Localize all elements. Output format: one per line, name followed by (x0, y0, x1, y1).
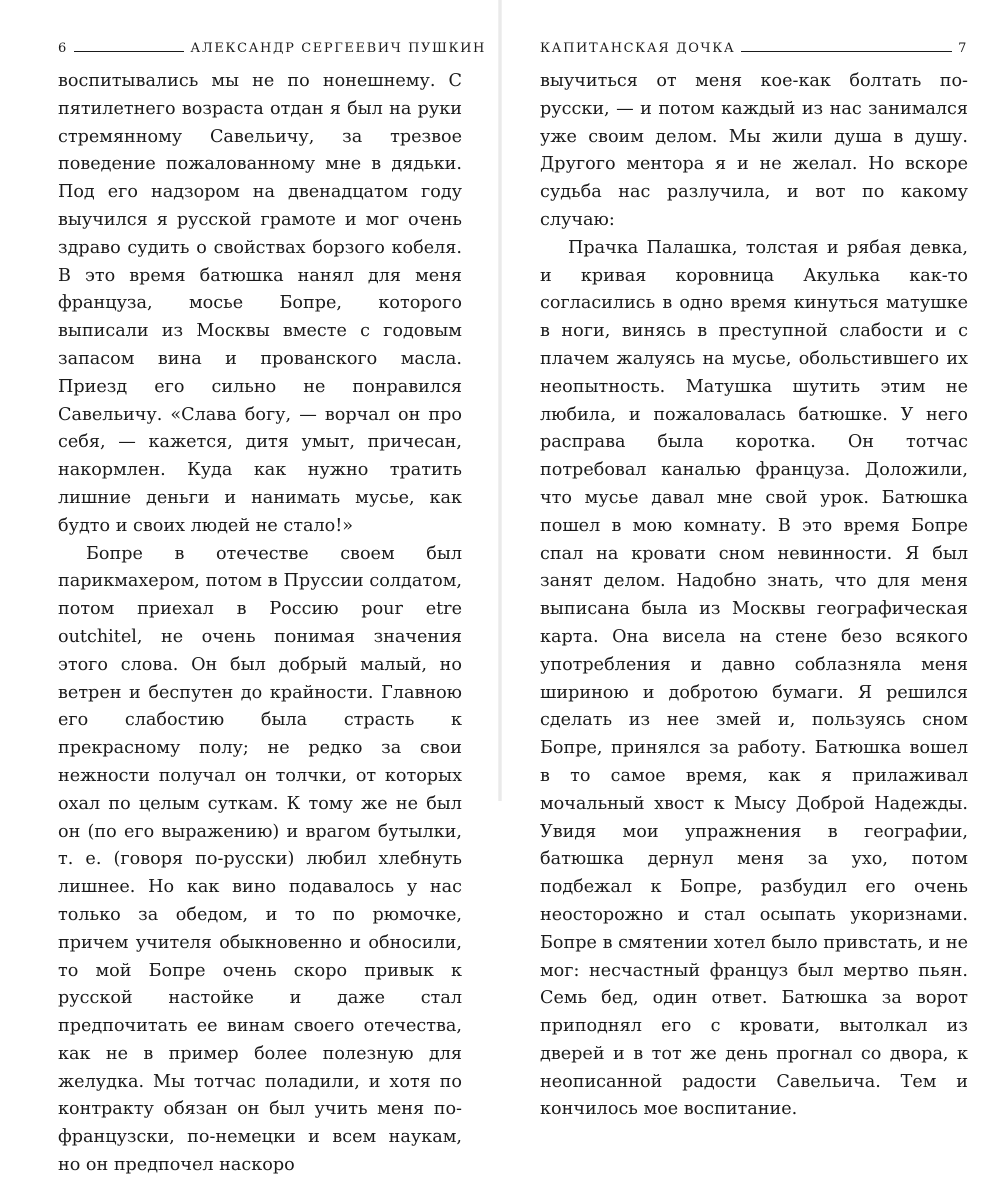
right-page (500, 0, 1000, 1120)
paragraph: воспитывались мы не по нонешнему. С пятилетнего возраста отдан я был на руки стремянному Савельичу, за трезвое поведение пожалованному мне в дядьки. Под его надзором на двенадцатом году выучился я русской грамоте и мог очень здраво судить о свойствах борзого кобеля. В это время батюшка нанял для меня француза, мосье Бопре, которого выписали из Москвы вместе с годовым запасом вина и прованского масла. Приезд его сильно не понравился Савельичу. «Слава богу, — ворчал он про себя, — кажется, дитя умыт, причесан, накормлен. Куда как нужно тратить лишние деньги и нанимать мусье, как будто и своих людей не стало!» (58, 71, 462, 536)
left-page (0, 0, 500, 1176)
paragraph: Прачка Палашка, толстая и рябая девка, и кривая коровница Акулька как-то согласились в одно время кинуться матушке в ноги, винясь в преступной слабости и с плачем жалуясь на мусье, обольстившего их неопытность. Матушка шутить этим не любила, и пожаловалась батюшке. У него расправа была коротка. Он тотчас потребовал каналью француза. Доложили, что мусье давал мне свой урок. Батюшка пошел в мою комнату. В это время Бопре спал на кровати сном невинности. Я был занят делом. Надобно знать, что для меня выписана была из Москвы географическая карта. Она висела на стене безо всякого употребления и давно соблазняла меня шириною и добротою бумаги. Я решился сделать из нее змей и, пользуясь сном Бопре, принялся за работу. Батюшка вошел в то самое время, как я прилаживал мочальный хвост к Мысу Доброй Надежды. Увидя мои упражнения в географии, батюшка дернул меня за ухо, потом подбежал к Бопре, разбудил его очень неосторожно и стал осыпать укоризнами. Бопре в смятении хотел было привстать, и не мог: несчастный француз был мертво пьян. Семь бед, один ответ. Батюшка за ворот приподнял его с кровати, вытолкал из дверей и в тот же день прогнал со двора, к неописанной радости Савельича. Тем и кончилось мое воспитание. (540, 237, 968, 1120)
right-page-number: 7 (958, 41, 968, 56)
book-title: КАПИТАНСКАЯ ДОЧКА (540, 41, 736, 56)
left-running-head (58, 0, 486, 60)
header-rule (741, 51, 952, 52)
right-page-text (540, 68, 968, 1124)
left-page-text (58, 68, 486, 1180)
header-rule (74, 51, 185, 52)
right-running-head (540, 0, 968, 60)
paragraph: Бопре в отечестве своем был парикмахером, потом в Пруссии солдатом, потом приехал в Россию pour etre outchitel, не очень понимая значения этого слова. Он был добрый малый, но ветрен и беспутен до крайности. Главною его слабостию была страсть к прекрасному полу; не редко за свои нежности получал он толчки, от которых охал по целым суткам. К тому же не был он (по его выражению) и врагом бутылки, т. е. (говоря по-русски) любил хлебнуть лишнее. Но как вино подавалось у нас только за обедом, и то по рюмочке, причем учителя обыкновенно и обносили, то мой Бопре очень скоро привык к русской настойке и даже стал предпочитать ее винам своего отечества, как не в пример более полезную для желудка. Мы тотчас поладили, и хотя по контракту обязан он был учить меня по-французски, по-немецки и всем наукам, но он предпочел наскоро (58, 543, 462, 1176)
author-name: АЛЕКСАНДР СЕРГЕЕВИЧ ПУШКИН (190, 41, 486, 56)
paragraph: выучиться от меня кое-как болтать по-русски, — и потом каждый из нас занимался уже своим делом. Мы жили душа в душу. Другого ментора я и не желал. Но вскоре судьба нас разлучила, и вот по какому случаю: (540, 71, 968, 230)
left-page-number: 6 (58, 41, 68, 56)
